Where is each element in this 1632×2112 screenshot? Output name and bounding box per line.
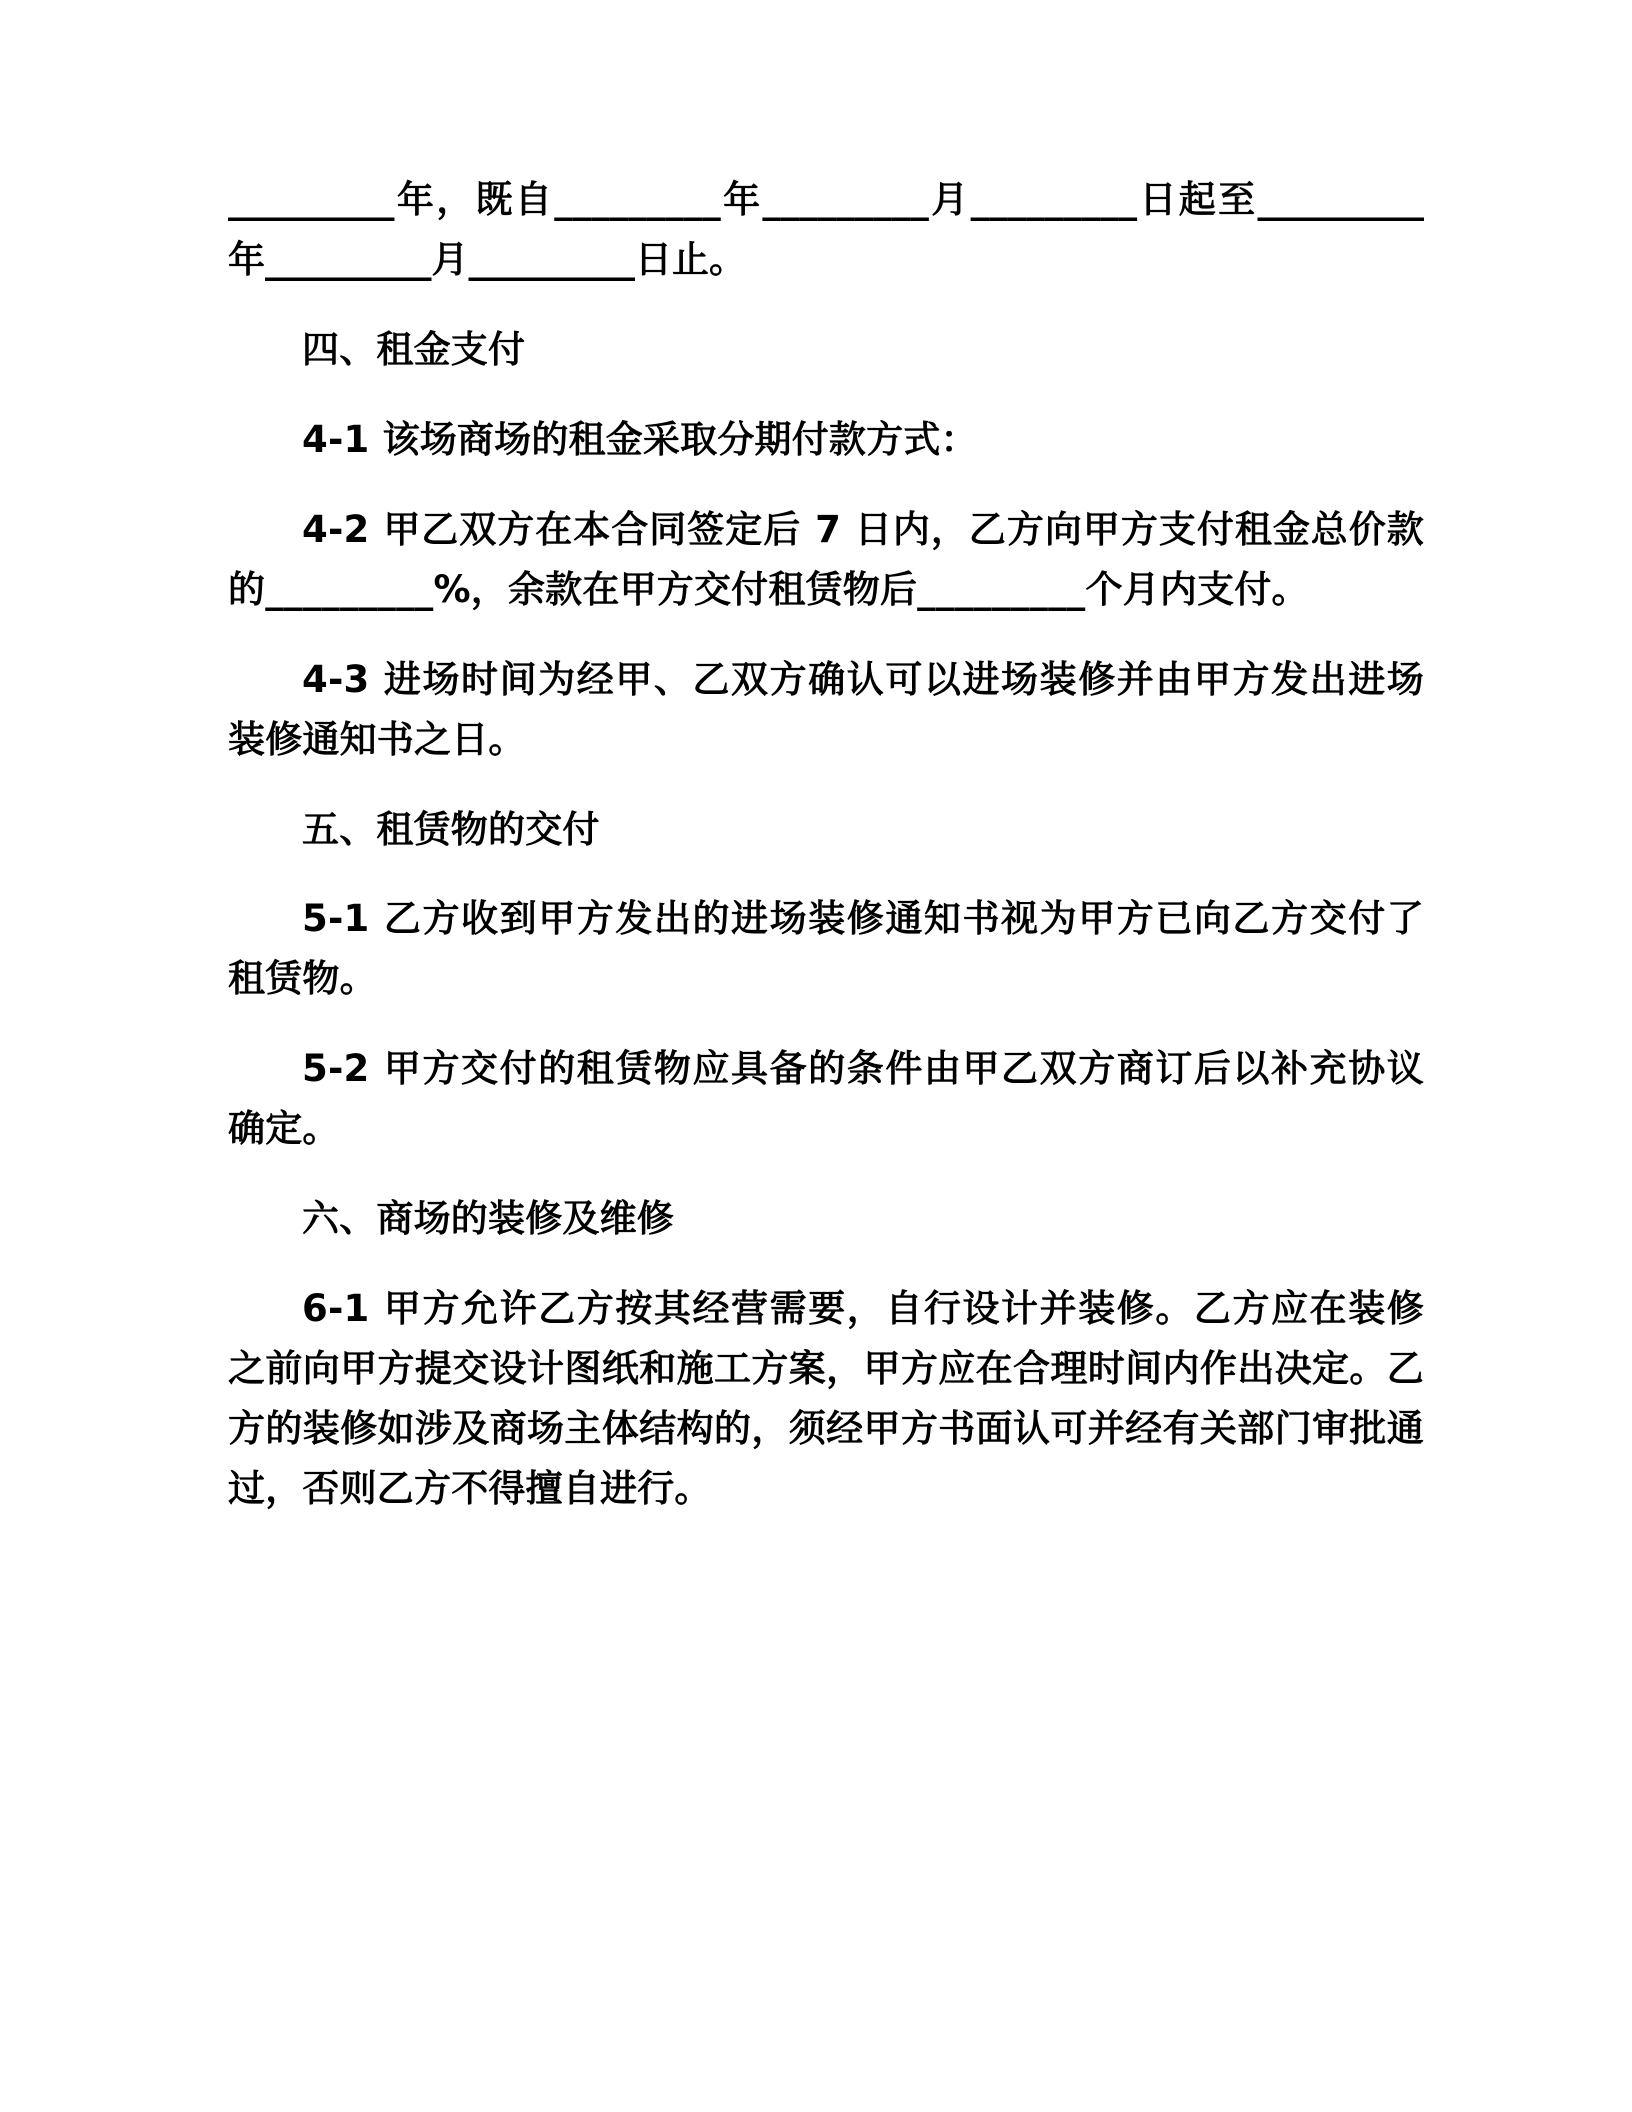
paragraph-clause-5-2: 5-2 甲方交付的租赁物应具备的条件由甲乙双方商订后以补充协议确定。 [228,1047,1424,1151]
paragraph-clause-4-2: 4-2 甲乙双方在本合同签定后 7 日内，乙方向甲方支付租金总价款的_________%，余款在甲方交付租赁物后_________个月内支付。 [228,507,1424,611]
paragraph-clause-5-1: 5-1 乙方收到甲方发出的进场装修通知书视为甲方已向乙方交付了租赁物。 [228,897,1424,1001]
paragraph-term-continuation: _________年，既自_________年_________月_________日起至_________ 年_________月_________日止。 [228,178,1424,281]
heading-section-5: 五、租赁物的交付 [302,807,600,851]
heading-section-6: 六、商场的装修及维修 [302,1197,674,1241]
paragraph-clause-4-3: 4-3 进场时间为经甲、乙双方确认可以进场装修并由甲方发出进场装修通知书之日。 [228,657,1424,761]
paragraph-clause-6-1: 6-1 甲方允许乙方按其经营需要，自行设计并装修。乙方应在装修之前向甲方提交设计图纸和施工方案，甲方应在合理时间内作出决定。乙方的装修如涉及商场主体结构的，须经甲方书面认可并经有关部门审批通过，否则乙方不得擅自进行。 [228,1287,1424,1510]
document-body [228,170,1424,1519]
heading-section-4: 四、租金支付 [302,327,526,371]
paragraph-clause-4-1: 4-1 该场商场的租金采取分期付款方式： [302,417,978,461]
